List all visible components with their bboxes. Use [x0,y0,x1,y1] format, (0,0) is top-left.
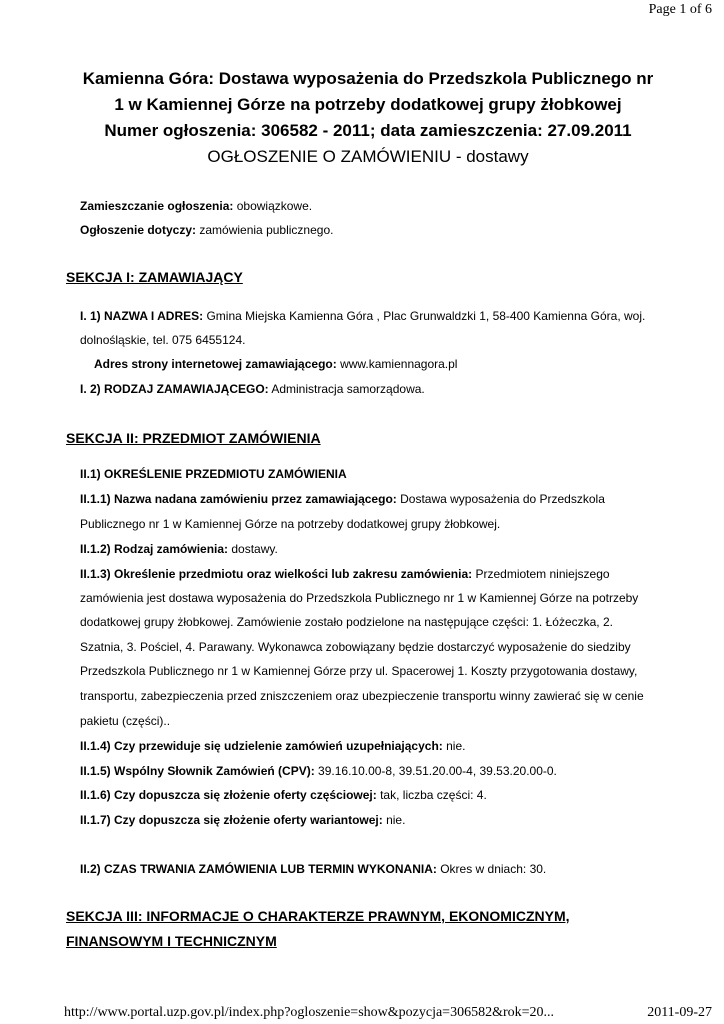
ii117 [80,812,680,828]
ii113-line-2: zamówienia jest dostawa wyposażenia do Przedszkola Publicznego nr 1 w Kamiennej Górze na potrzeby [80,591,639,605]
ii113 [80,566,680,582]
section-3-heading-line-1: SEKCJA III: INFORMACJE O CHARAKTERZE PRAWNYM, EKONOMICZNYM, [66,908,570,924]
ii116-label: II.1.6) Czy dopuszcza się złożenie oferty częściowej: [80,788,377,802]
title-line-1: Kamienna Góra: Dostawa wyposażenia do Przedszkola Publicznego nr [82,69,654,88]
rodzaj-zamawiajacego [80,381,680,397]
ii112-label: II.1.2) Rodzaj zamówienia: [80,542,229,556]
section-3-heading-line-2: FINANSOWYM I TECHNICZNYM [66,933,277,949]
ii117-label: II.1.7) Czy dopuszcza się złożenie oferty wariantowej: [80,813,383,827]
title-line-4: OGŁOSZENIE O ZAMÓWIENIU - dostawy [207,147,529,166]
dotyczy-label: Ogłoszenie dotyczy: [80,223,197,237]
nazwa-value: Gmina Miejska Kamienna Góra , Plac Grunwaldzki 1, 58-400 Kamienna Góra, woj. [203,309,646,323]
ii2 [80,861,680,877]
ii116-value: tak, liczba części: 4. [376,788,487,802]
section-1-heading: SEKCJA I: ZAMAWIAJĄCY [66,269,243,285]
intro-dotyczy [80,222,680,238]
footer-date: 2011-09-27 [647,1005,712,1020]
nazwa-label: I. 1) NAZWA I ADRES: [80,309,204,323]
title-line-3: Numer ogłoszenia: 306582 - 2011; data zamieszczenia: 27.09.2011 [104,121,632,140]
ii115-value: 39.16.10.00-8, 39.51.20.00-4, 39.53.20.00-0. [314,764,557,778]
ii111-label: II.1.1) Nazwa nadana zamówieniu przez zamawiającego: [80,492,397,506]
ii1-heading: II.1) OKREŚLENIE PRZEDMIOTU ZAMÓWIENIA [80,467,347,481]
dotyczy-value: zamówienia publicznego. [196,223,334,237]
ii2-label: II.2) CZAS TRWANIA ZAMÓWIENIA LUB TERMIN WYKONANIA: [80,862,437,876]
rodzaj-label: I. 2) RODZAJ ZAMAWIAJĄCEGO: [80,382,269,396]
ii114 [80,738,680,754]
www-label: Adres strony internetowej zamawiającego: [94,357,337,371]
ii114-label: II.1.4) Czy przewiduje się udzielenie zamówień uzupełniających: [80,739,443,753]
ii113-line-7: pakietu (części).. [80,714,171,728]
ii113-line-4: Szatnia, 3. Pościel, 4. Parawany. Wykonawca zobowiązany będzie dostarczyć wyposażenie do siedziby [80,640,631,654]
www-value: www.kamiennagora.pl [336,357,458,371]
ii116 [80,787,680,803]
ii111 [80,491,680,507]
ii2-value: Okres w dniach: 30. [436,862,547,876]
zamieszczanie-value: obowiązkowe. [233,199,313,213]
page-indicator: Page 1 of 6 [648,2,712,17]
nazwa-adres-line-2: dolnośląskie, tel. 075 6455124. [80,333,246,347]
ii111-line-2: Publicznego nr 1 w Kamiennej Górze na potrzeby dodatkowej grupy żłobkowej. [80,517,501,531]
ii113-line-6: transportu, zabezpieczenia przed zniszczeniem oraz ubezpieczenie transportu winny zawierać się w cenie [80,689,644,703]
ii113-label: II.1.3) Określenie przedmiotu oraz wielkości lub zakresu zamówienia: [80,567,473,581]
www-address [94,356,694,372]
document-title [40,66,696,170]
ii113-line-5: Przedszkola Publicznego nr 1 w Kamiennej Górze przy ul. Spacerowej 1. Koszty przygotowania dostawy, [80,664,638,678]
zamieszczanie-label: Zamieszczanie ogłoszenia: [80,199,234,213]
ii112 [80,541,680,557]
footer-url: http://www.portal.uzp.gov.pl/index.php?ogloszenie=show&pozycja=306582&rok=20... [64,1005,555,1020]
ii117-value: nie. [382,813,406,827]
ii114-value: nie. [442,739,466,753]
ii113-value: Przedmiotem niniejszego [472,567,610,581]
ii112-value: dostawy. [228,542,278,556]
title-line-2: 1 w Kamiennej Górze na potrzeby dodatkowej grupy żłobkowej [114,95,622,114]
ii115 [80,763,680,779]
ii113-line-3: dodatkowej grupy żłobkowej. Zamówienie zostało podzielone na następujące części: 1. Łóżeczka, 2. [80,615,613,629]
nazwa-adres [80,308,680,324]
ii115-label: II.1.5) Wspólny Słownik Zamówień (CPV): [80,764,315,778]
rodzaj-value: Administracja samorządowa. [268,382,425,396]
ii111-value: Dostawa wyposażenia do Przedszkola [396,492,605,506]
intro-zamieszczanie [80,198,680,214]
section-2-heading: SEKCJA II: PRZEDMIOT ZAMÓWIENIA [66,430,321,446]
